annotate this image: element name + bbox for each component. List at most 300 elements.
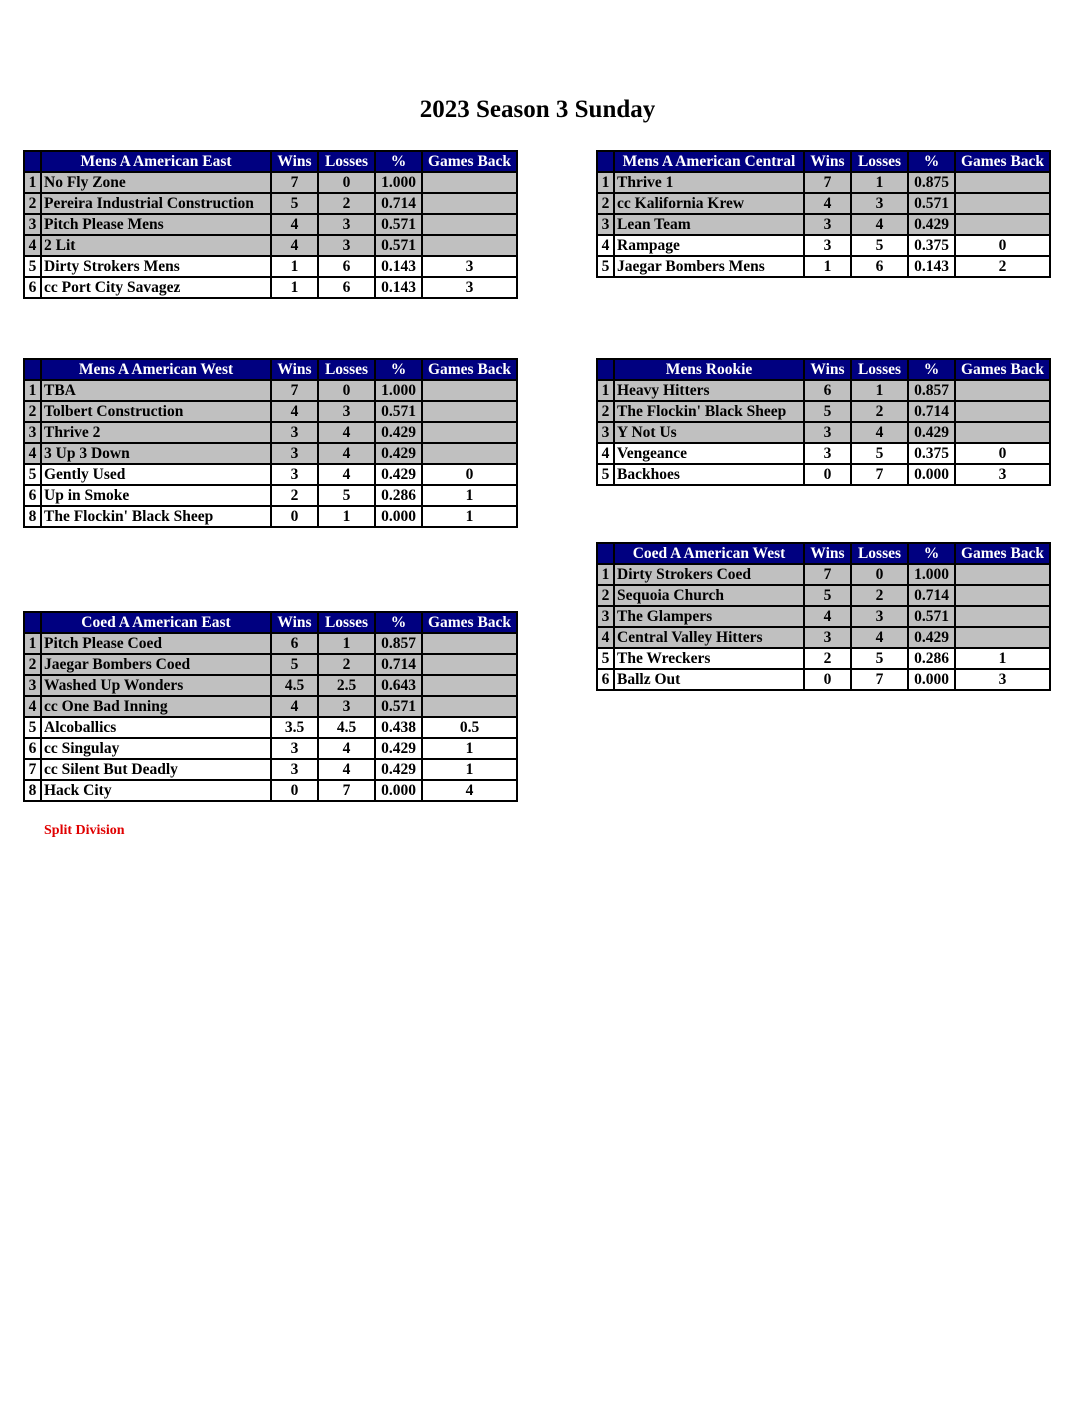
col-games-back: Games Back — [955, 359, 1050, 380]
division-table-coed-a-american-west — [596, 542, 1051, 691]
team-pct: 0.875 — [908, 172, 955, 193]
team-wins: 0 — [804, 464, 851, 485]
team-pct: 0.714 — [375, 654, 422, 675]
team-losses: 0 — [851, 564, 908, 585]
division-name: Mens A American West — [41, 359, 271, 380]
team-games-back — [955, 380, 1050, 401]
team-name: Thrive 1 — [614, 172, 804, 193]
team-pct: 0.429 — [908, 627, 955, 648]
team-games-back: 1 — [422, 506, 517, 527]
header-rank-blank — [24, 612, 41, 633]
team-rank: 4 — [597, 627, 614, 648]
team-losses: 4 — [851, 214, 908, 235]
team-pct: 0.429 — [375, 422, 422, 443]
team-games-back: 0.5 — [422, 717, 517, 738]
team-games-back — [422, 214, 517, 235]
team-games-back — [422, 235, 517, 256]
team-rank: 5 — [24, 717, 41, 738]
team-name: Alcoballics — [41, 717, 271, 738]
table-row — [597, 380, 1050, 401]
team-rank: 6 — [597, 669, 614, 690]
team-games-back: 0 — [422, 464, 517, 485]
team-losses: 0 — [318, 172, 375, 193]
team-rank: 5 — [597, 256, 614, 277]
team-rank: 5 — [597, 464, 614, 485]
team-name: Backhoes — [614, 464, 804, 485]
team-games-back: 0 — [955, 443, 1050, 464]
team-name: The Flockin' Black Sheep — [41, 506, 271, 527]
team-rank: 6 — [24, 485, 41, 506]
table-row — [24, 172, 517, 193]
team-rank: 3 — [597, 422, 614, 443]
table-row — [597, 235, 1050, 256]
team-losses: 5 — [851, 235, 908, 256]
team-losses: 2 — [851, 585, 908, 606]
table-row — [24, 506, 517, 527]
team-pct: 0.000 — [908, 669, 955, 690]
team-losses: 1 — [851, 380, 908, 401]
team-games-back — [955, 172, 1050, 193]
team-wins: 2 — [804, 648, 851, 669]
team-rank: 5 — [24, 464, 41, 485]
col-losses: Losses — [851, 543, 908, 564]
table-row — [597, 585, 1050, 606]
col-wins: Wins — [804, 543, 851, 564]
team-rank: 3 — [597, 214, 614, 235]
table-row — [24, 193, 517, 214]
team-games-back — [955, 193, 1050, 214]
table-row — [597, 172, 1050, 193]
table-row — [24, 277, 517, 298]
team-name: TBA — [41, 380, 271, 401]
col-losses: Losses — [318, 151, 375, 172]
team-name: Pitch Please Coed — [41, 633, 271, 654]
table-row — [597, 669, 1050, 690]
team-rank: 2 — [24, 401, 41, 422]
col-pct: % — [908, 359, 955, 380]
team-games-back: 1 — [422, 738, 517, 759]
team-pct: 1.000 — [375, 172, 422, 193]
team-pct: 0.429 — [375, 759, 422, 780]
table-row — [597, 648, 1050, 669]
team-name: Tolbert Construction — [41, 401, 271, 422]
team-name: The Glampers — [614, 606, 804, 627]
team-name: Up in Smoke — [41, 485, 271, 506]
division-name: Coed A American West — [614, 543, 804, 564]
team-name: Ballz Out — [614, 669, 804, 690]
team-name: Jaegar Bombers Mens — [614, 256, 804, 277]
col-pct: % — [375, 151, 422, 172]
team-rank: 3 — [597, 606, 614, 627]
team-losses: 5 — [851, 443, 908, 464]
team-name: Thrive 2 — [41, 422, 271, 443]
team-pct: 0.571 — [375, 401, 422, 422]
division-name: Coed A American East — [41, 612, 271, 633]
team-wins: 4 — [804, 193, 851, 214]
team-losses: 1 — [318, 506, 375, 527]
col-wins: Wins — [271, 612, 318, 633]
team-name: The Flockin' Black Sheep — [614, 401, 804, 422]
team-pct: 0.643 — [375, 675, 422, 696]
team-name: cc Port City Savagez — [41, 277, 271, 298]
team-wins: 3 — [271, 422, 318, 443]
team-games-back — [422, 654, 517, 675]
team-rank: 3 — [24, 214, 41, 235]
team-rank: 2 — [597, 401, 614, 422]
team-games-back: 2 — [955, 256, 1050, 277]
team-losses: 2.5 — [318, 675, 375, 696]
team-rank: 2 — [24, 193, 41, 214]
team-games-back — [955, 585, 1050, 606]
team-name: 3 Up 3 Down — [41, 443, 271, 464]
col-games-back: Games Back — [422, 612, 517, 633]
team-games-back — [955, 422, 1050, 443]
team-wins: 4.5 — [271, 675, 318, 696]
table-row — [597, 401, 1050, 422]
col-games-back: Games Back — [955, 151, 1050, 172]
team-games-back: 4 — [422, 780, 517, 801]
team-losses: 3 — [851, 193, 908, 214]
team-games-back — [422, 401, 517, 422]
team-pct: 0.571 — [375, 214, 422, 235]
team-pct: 0.286 — [375, 485, 422, 506]
team-wins: 5 — [804, 401, 851, 422]
team-name: Y Not Us — [614, 422, 804, 443]
col-pct: % — [375, 612, 422, 633]
team-rank: 4 — [24, 235, 41, 256]
team-rank: 1 — [24, 380, 41, 401]
col-wins: Wins — [271, 151, 318, 172]
team-wins: 4 — [271, 401, 318, 422]
team-games-back — [955, 627, 1050, 648]
table-row — [24, 696, 517, 717]
team-name: Sequoia Church — [614, 585, 804, 606]
team-name: Vengeance — [614, 443, 804, 464]
split-division-note: Split Division — [44, 823, 125, 838]
team-name: Central Valley Hitters — [614, 627, 804, 648]
col-wins: Wins — [271, 359, 318, 380]
table-row — [597, 464, 1050, 485]
team-losses: 4 — [851, 627, 908, 648]
col-wins: Wins — [804, 151, 851, 172]
division-name: Mens A American East — [41, 151, 271, 172]
team-rank: 6 — [24, 738, 41, 759]
team-losses: 4 — [318, 464, 375, 485]
team-name: Hack City — [41, 780, 271, 801]
team-wins: 3.5 — [271, 717, 318, 738]
team-wins: 3 — [271, 759, 318, 780]
team-games-back — [422, 675, 517, 696]
team-pct: 0.714 — [375, 193, 422, 214]
team-games-back: 3 — [955, 669, 1050, 690]
team-rank: 1 — [597, 172, 614, 193]
team-pct: 0.000 — [375, 780, 422, 801]
col-losses: Losses — [851, 359, 908, 380]
team-games-back — [955, 564, 1050, 585]
team-rank: 3 — [24, 675, 41, 696]
team-pct: 0.714 — [908, 585, 955, 606]
team-rank: 5 — [597, 648, 614, 669]
team-name: Gently Used — [41, 464, 271, 485]
team-losses: 5 — [318, 485, 375, 506]
team-games-back: 3 — [955, 464, 1050, 485]
table-row — [24, 443, 517, 464]
page-title: 2023 Season 3 Sunday — [419, 96, 656, 123]
team-games-back — [422, 633, 517, 654]
team-pct: 0.000 — [908, 464, 955, 485]
team-name: 2 Lit — [41, 235, 271, 256]
team-name: cc Kalifornia Krew — [614, 193, 804, 214]
col-pct: % — [375, 359, 422, 380]
team-wins: 3 — [271, 738, 318, 759]
team-rank: 8 — [24, 506, 41, 527]
team-games-back — [955, 214, 1050, 235]
team-wins: 4 — [271, 696, 318, 717]
team-wins: 1 — [804, 256, 851, 277]
table-row — [597, 443, 1050, 464]
team-losses: 6 — [851, 256, 908, 277]
team-pct: 0.571 — [908, 193, 955, 214]
table-row — [597, 193, 1050, 214]
team-losses: 4 — [318, 738, 375, 759]
team-rank: 1 — [597, 380, 614, 401]
table-row — [24, 214, 517, 235]
team-wins: 3 — [804, 235, 851, 256]
table-row — [24, 464, 517, 485]
team-losses: 2 — [318, 654, 375, 675]
team-rank: 4 — [24, 696, 41, 717]
table-row — [24, 717, 517, 738]
team-games-back — [422, 193, 517, 214]
team-losses: 2 — [851, 401, 908, 422]
team-pct: 0.714 — [908, 401, 955, 422]
team-wins: 5 — [271, 193, 318, 214]
division-table-mens-a-american-east — [23, 150, 518, 299]
division-table-coed-a-american-east — [23, 611, 518, 802]
division-table-mens-a-american-west — [23, 358, 518, 528]
team-wins: 5 — [804, 585, 851, 606]
team-wins: 3 — [804, 627, 851, 648]
header-rank-blank — [24, 151, 41, 172]
team-rank: 1 — [24, 172, 41, 193]
team-wins: 7 — [271, 172, 318, 193]
team-losses: 1 — [318, 633, 375, 654]
team-games-back: 1 — [955, 648, 1050, 669]
table-row — [597, 214, 1050, 235]
team-name: Dirty Strokers Coed — [614, 564, 804, 585]
table-row — [597, 627, 1050, 648]
team-name: No Fly Zone — [41, 172, 271, 193]
team-pct: 0.857 — [908, 380, 955, 401]
team-losses: 6 — [318, 256, 375, 277]
team-name: cc Singulay — [41, 738, 271, 759]
team-losses: 3 — [851, 606, 908, 627]
col-losses: Losses — [851, 151, 908, 172]
team-pct: 0.375 — [908, 235, 955, 256]
team-games-back — [955, 401, 1050, 422]
team-rank: 4 — [24, 443, 41, 464]
team-games-back: 1 — [422, 485, 517, 506]
team-games-back: 0 — [955, 235, 1050, 256]
team-losses: 3 — [318, 214, 375, 235]
team-wins: 0 — [804, 669, 851, 690]
team-losses: 4.5 — [318, 717, 375, 738]
team-losses: 5 — [851, 648, 908, 669]
team-wins: 0 — [271, 780, 318, 801]
team-wins: 1 — [271, 277, 318, 298]
col-games-back: Games Back — [955, 543, 1050, 564]
col-losses: Losses — [318, 612, 375, 633]
team-games-back: 3 — [422, 256, 517, 277]
team-wins: 2 — [271, 485, 318, 506]
team-wins: 6 — [271, 633, 318, 654]
team-wins: 6 — [804, 380, 851, 401]
division-table-mens-rookie — [596, 358, 1051, 486]
team-pct: 0.571 — [908, 606, 955, 627]
table-row — [597, 564, 1050, 585]
table-row — [24, 759, 517, 780]
team-rank: 2 — [597, 193, 614, 214]
team-pct: 0.143 — [908, 256, 955, 277]
team-wins: 4 — [271, 214, 318, 235]
team-pct: 0.429 — [908, 214, 955, 235]
team-pct: 0.143 — [375, 277, 422, 298]
team-losses: 3 — [318, 401, 375, 422]
team-rank: 8 — [24, 780, 41, 801]
team-wins: 5 — [271, 654, 318, 675]
team-name: Washed Up Wonders — [41, 675, 271, 696]
team-wins: 3 — [804, 214, 851, 235]
team-name: Dirty Strokers Mens — [41, 256, 271, 277]
col-pct: % — [908, 151, 955, 172]
team-losses: 7 — [851, 464, 908, 485]
header-rank-blank — [597, 359, 614, 380]
team-games-back: 3 — [422, 277, 517, 298]
table-row — [24, 380, 517, 401]
team-name: cc Silent But Deadly — [41, 759, 271, 780]
team-games-back — [955, 606, 1050, 627]
team-losses: 4 — [318, 443, 375, 464]
division-name: Mens A American Central — [614, 151, 804, 172]
team-wins: 1 — [271, 256, 318, 277]
team-name: Lean Team — [614, 214, 804, 235]
table-row — [24, 256, 517, 277]
team-wins: 7 — [271, 380, 318, 401]
team-wins: 7 — [804, 564, 851, 585]
team-rank: 2 — [597, 585, 614, 606]
col-games-back: Games Back — [422, 151, 517, 172]
team-wins: 4 — [804, 606, 851, 627]
header-rank-blank — [24, 359, 41, 380]
col-wins: Wins — [804, 359, 851, 380]
team-losses: 4 — [318, 759, 375, 780]
table-row — [597, 606, 1050, 627]
team-rank: 4 — [597, 235, 614, 256]
col-games-back: Games Back — [422, 359, 517, 380]
team-pct: 0.143 — [375, 256, 422, 277]
team-pct: 0.000 — [375, 506, 422, 527]
team-pct: 0.857 — [375, 633, 422, 654]
team-games-back — [422, 380, 517, 401]
table-row — [24, 401, 517, 422]
team-rank: 7 — [24, 759, 41, 780]
team-pct: 0.571 — [375, 235, 422, 256]
team-losses: 7 — [318, 780, 375, 801]
header-rank-blank — [597, 543, 614, 564]
division-name: Mens Rookie — [614, 359, 804, 380]
team-rank: 4 — [597, 443, 614, 464]
team-rank: 5 — [24, 256, 41, 277]
team-games-back — [422, 443, 517, 464]
team-rank: 1 — [597, 564, 614, 585]
team-name: Rampage — [614, 235, 804, 256]
team-losses: 4 — [318, 422, 375, 443]
table-row — [24, 675, 517, 696]
team-games-back — [422, 696, 517, 717]
team-wins: 7 — [804, 172, 851, 193]
team-wins: 3 — [804, 422, 851, 443]
header-rank-blank — [597, 151, 614, 172]
team-pct: 0.429 — [375, 443, 422, 464]
team-wins: 0 — [271, 506, 318, 527]
team-wins: 3 — [271, 443, 318, 464]
team-name: cc One Bad Inning — [41, 696, 271, 717]
team-wins: 3 — [804, 443, 851, 464]
col-pct: % — [908, 543, 955, 564]
team-losses: 7 — [851, 669, 908, 690]
team-games-back — [422, 422, 517, 443]
table-row — [24, 422, 517, 443]
team-name: Heavy Hitters — [614, 380, 804, 401]
table-row — [597, 256, 1050, 277]
table-row — [24, 738, 517, 759]
team-name: Pitch Please Mens — [41, 214, 271, 235]
table-row — [24, 654, 517, 675]
table-row — [597, 422, 1050, 443]
team-rank: 1 — [24, 633, 41, 654]
team-rank: 2 — [24, 654, 41, 675]
team-losses: 1 — [851, 172, 908, 193]
team-pct: 0.286 — [908, 648, 955, 669]
team-losses: 0 — [318, 380, 375, 401]
team-losses: 3 — [318, 235, 375, 256]
team-pct: 0.438 — [375, 717, 422, 738]
team-losses: 6 — [318, 277, 375, 298]
team-name: Pereira Industrial Construction — [41, 193, 271, 214]
team-wins: 4 — [271, 235, 318, 256]
team-losses: 3 — [318, 696, 375, 717]
team-pct: 0.429 — [375, 464, 422, 485]
table-row — [24, 485, 517, 506]
team-pct: 0.571 — [375, 696, 422, 717]
team-wins: 3 — [271, 464, 318, 485]
table-row — [24, 780, 517, 801]
team-pct: 0.429 — [375, 738, 422, 759]
team-name: Jaegar Bombers Coed — [41, 654, 271, 675]
team-pct: 1.000 — [375, 380, 422, 401]
team-name: The Wreckers — [614, 648, 804, 669]
team-rank: 3 — [24, 422, 41, 443]
team-losses: 2 — [318, 193, 375, 214]
team-pct: 0.429 — [908, 422, 955, 443]
table-row — [24, 235, 517, 256]
team-games-back — [422, 172, 517, 193]
team-losses: 4 — [851, 422, 908, 443]
team-rank: 6 — [24, 277, 41, 298]
team-games-back: 1 — [422, 759, 517, 780]
col-losses: Losses — [318, 359, 375, 380]
division-table-mens-a-american-central — [596, 150, 1051, 278]
